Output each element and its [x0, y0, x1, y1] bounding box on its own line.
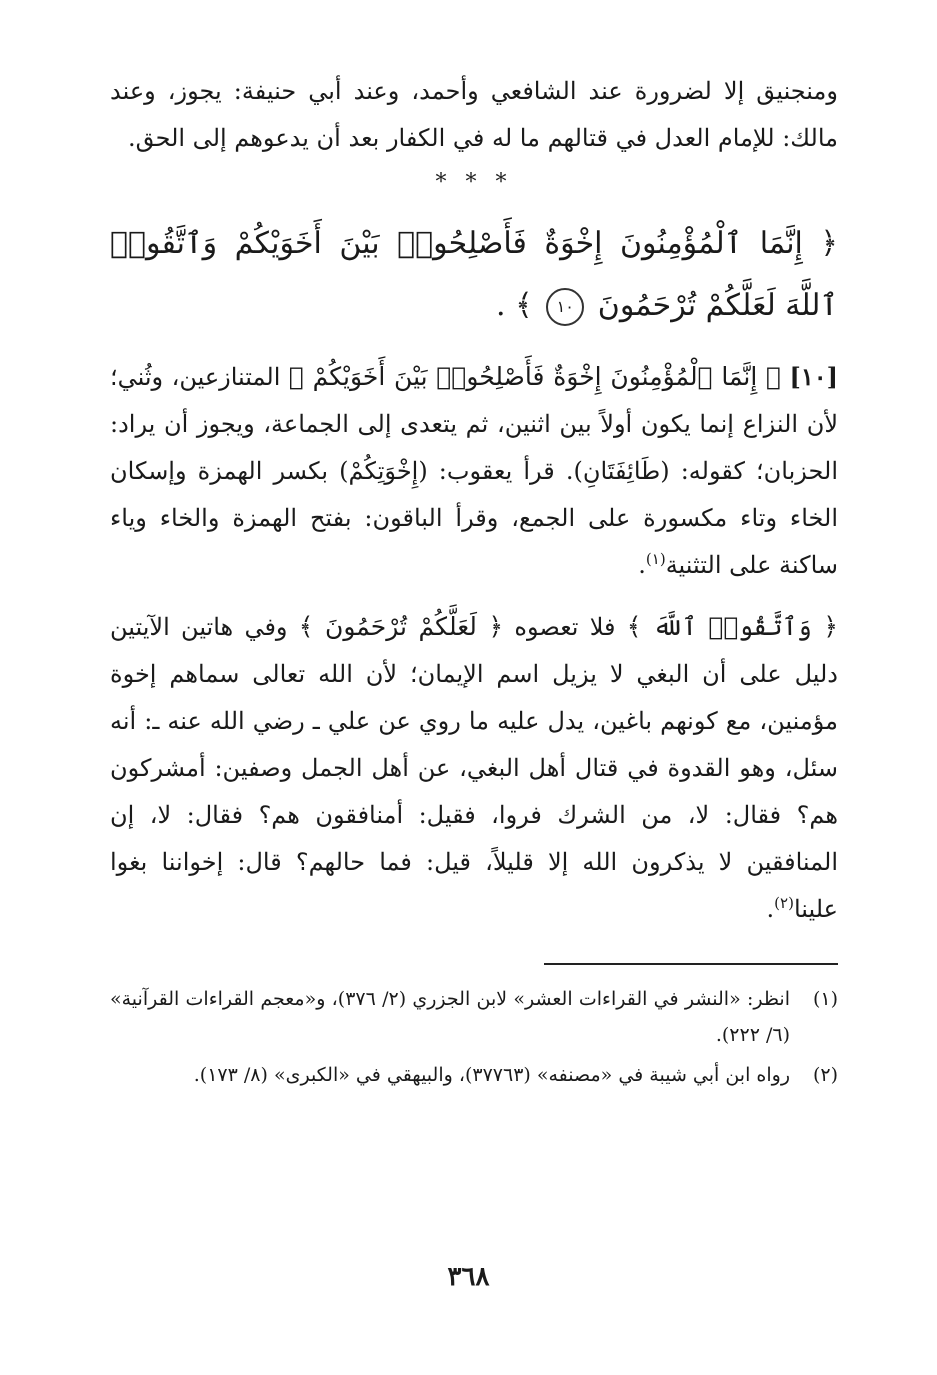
- footnote-divider: [544, 963, 838, 965]
- page-number: ٣٦٨: [447, 1262, 490, 1292]
- intro-paragraph: ومنجنيق إلا لضرورة عند الشافعي وأحمد، وعند أبي حنيفة: يجوز، وعند مالك: للإمام العدل في قتالهم ما له في الكفار بعد أن يدعوهم إلى الحق.: [110, 77, 838, 152]
- ayah-number-marker: ١٠: [546, 288, 584, 326]
- verse-close-bracket: ﴾ .: [496, 288, 533, 323]
- footnote-2: [110, 1057, 838, 1093]
- commentary-paragraph-2: [110, 603, 838, 933]
- footnote-ref-2[interactable]: (٢): [774, 894, 794, 912]
- commentary-paragraph-1: [110, 353, 838, 589]
- verse-open-bracket: ﴿: [820, 226, 838, 261]
- commentary-end: .: [638, 551, 646, 579]
- commentary-text: وفي هاتين الآيتين دليل على أن البغي لا يزيل اسم الإيمان؛ لأن الله تعالى سماهم إخوة مؤمنين، مع كونهم باغين، يدل عليه ما روي عن علي ـ رضي الله عنه ـ: أنه سئل، وهو القدوة في قتال أهل البغي، عن أهل الجمل وصفين: أمشركون هم؟ فقال: لا، من الشرك فروا، فقيل: أمنافقون هم؟ فقال: لا، إن المنافقين لا يذكرون الله إلا قليلاً، قيل: فما حالهم؟ قال: إخواننا بغوا علينا: [110, 613, 839, 923]
- verse-text: إِنَّمَا ٱلْمُؤْمِنُونَ إِخْوَةٌ فَأَصْلِحُوا۟ بَيْنَ أَخَوَيْكُمْ وَٱتَّقُوا۟ ٱللَّهَ لَعَلَّكُمْ تُرْحَمُونَ: [110, 226, 838, 323]
- commentary-end: .: [766, 895, 775, 923]
- page-body: [110, 68, 838, 1097]
- section-separator: * * *: [435, 170, 513, 195]
- footnote-text: رواه ابن أبي شيبة في «مصنفه» (٣٧٧٦٣)، والبيهقي في «الكبرى» (٨/ ١٧٣).: [193, 1064, 790, 1086]
- footnote-number: (١): [812, 988, 838, 1010]
- footnote-1: [110, 981, 838, 1053]
- quran-verse: [110, 213, 838, 337]
- footnote-number: (٢): [812, 1064, 838, 1086]
- quoted-verse: ﴿ إِنَّمَا ٱلْمُؤْمِنُونَ إِخْوَةٌ فَأَصْلِحُوا۟ بَيْنَ أَخَوَيْكُمْ ﴾: [288, 362, 782, 391]
- verse-ref-number: [١٠]: [789, 362, 838, 391]
- footnote-ref-1[interactable]: (١): [645, 550, 666, 568]
- quoted-verse: ﴿ وَٱتَّقُوا۟ ٱللَّهَ ﴾: [626, 612, 838, 641]
- commentary-text: المتنازعين، وثُني؛ لأن النزاع إنما يكون أولاً بين اثنين، ثم يتعدى إلى الجماعة، ويجوز أن يراد: الحزبان؛ كقوله: (طَائِفَتَانِ). قرأ يعقوب: (إِخْوَتِكُمْ) بكسر الهمزة وإسكان الخاء وتاء مكسورة على الجمع، وقرأ الباقون: بفتح الهمزة والخاء وياء ساكنة على التثنية: [110, 363, 839, 579]
- footnote-text: انظر: «النشر في القراءات العشر» لابن الجزري (٢/ ٣٧٦)، و«معجم القراءات القرآنية» (٦/ ٢٢٢).: [110, 988, 791, 1046]
- quoted-verse: ﴿ لَعَلَّكُمْ تُرْحَمُونَ ﴾: [298, 612, 504, 641]
- commentary-text: فلا تعصوه: [514, 613, 616, 641]
